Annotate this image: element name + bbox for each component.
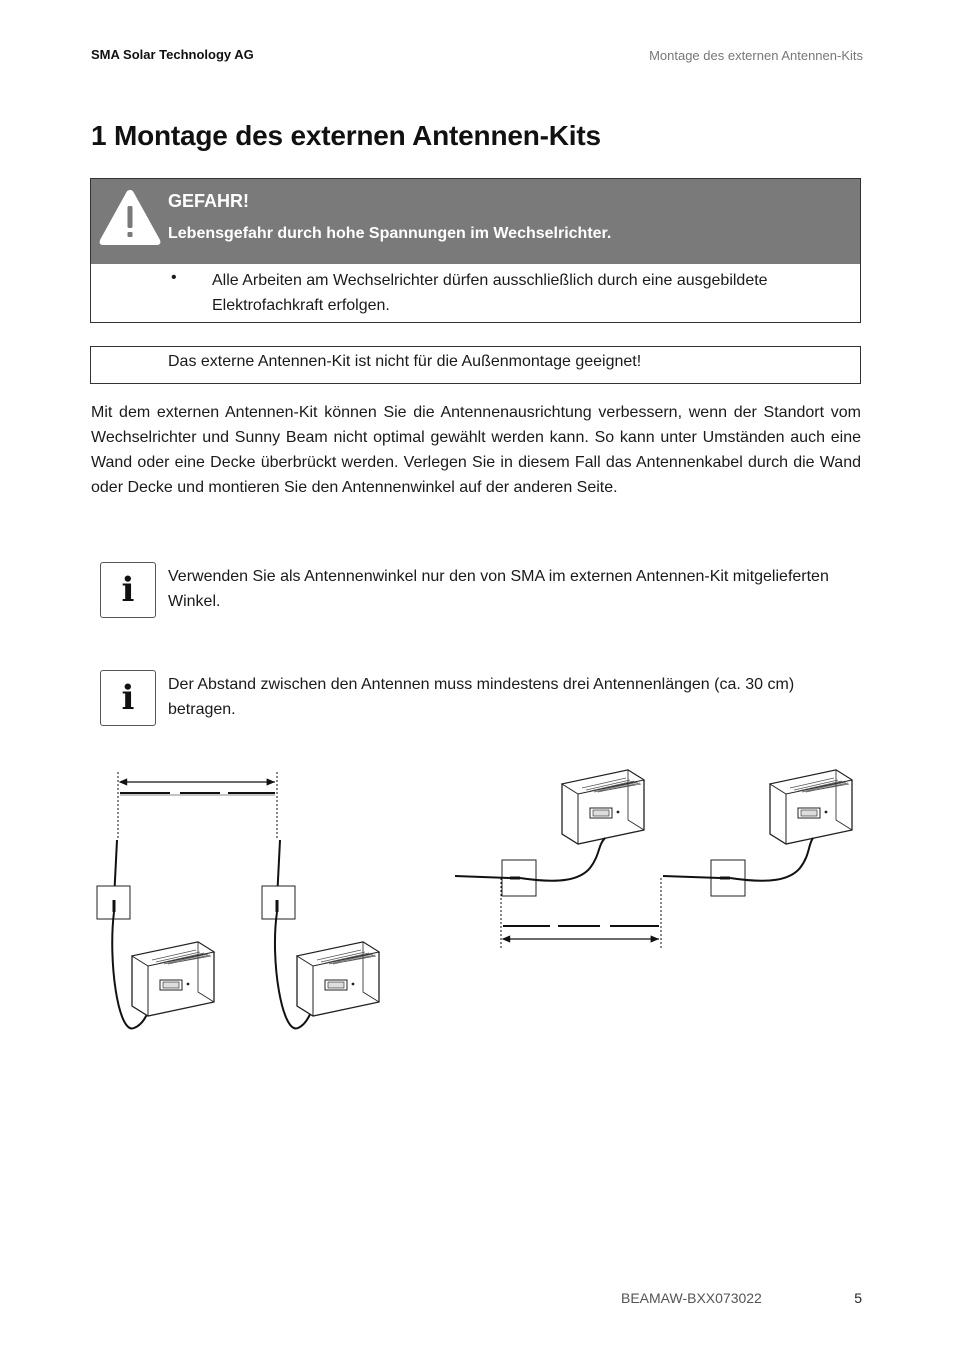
warning-triangle-icon [97, 186, 163, 248]
notice-text: Das externe Antennen-Kit ist nicht für die Außenmontage geeignet! [168, 353, 642, 370]
danger-band [91, 179, 860, 264]
inverter-right-2 [770, 770, 852, 844]
footer-doc-code: BEAMAW-BXX073022 [621, 1290, 762, 1306]
header-section: Montage des externen Antennen-Kits [649, 48, 863, 63]
inverter-left-1 [132, 942, 214, 1016]
header-company: SMA Solar Technology AG [91, 47, 254, 62]
chapter-title: 1 Montage des externen Antennen-Kits [91, 120, 601, 151]
inverter-right-1 [562, 770, 644, 844]
info-icon [100, 670, 156, 726]
info-icon [100, 562, 156, 618]
danger-subtitle: Lebensgefahr durch hohe Spannungen im Wechselrichter. [168, 225, 612, 242]
body-paragraph: Mit dem externen Antennen-Kit können Sie die Antennenausrichtung verbessern, wenn der Standort vom Wechselrichter und Sunny Beam nicht optimal gewählt werden kann. So kann unter Umständen auch eine Wand oder eine Decke überbrückt werden. Verlegen Sie in diesem Fall das Antennenkabel durch die Wand oder Decke und montieren Sie den Antennenwinkel auf der anderen Seite. [91, 404, 861, 496]
danger-label: GEFAHR! [168, 191, 249, 211]
page-number: 5 [854, 1290, 862, 1306]
danger-item: Alle Arbeiten am Wechselrichter dürfen ausschließlich durch eine ausgebildete Elektrofachkraft erfolgen. [212, 272, 768, 314]
antenna-right-1 [455, 838, 605, 896]
info-glyph: i [121, 570, 135, 610]
info-glyph: i [121, 678, 135, 718]
info-note-text: Der Abstand zwischen den Antennen muss mindestens drei Antennenlängen (ca. 30 cm) betragen. [168, 676, 795, 718]
dimension-left [118, 772, 277, 840]
danger-box [90, 178, 861, 323]
notice-box [90, 346, 861, 384]
antenna-distance-illustration [90, 760, 870, 1050]
info-note-text: Verwenden Sie als Antennenwinkel nur den von SMA im externen Antennen-Kit mitgelieferten Winkel. [168, 568, 829, 610]
inverter-left-2 [297, 942, 379, 1016]
antenna-right-2 [663, 838, 813, 896]
bullet-marker: • [171, 269, 177, 286]
